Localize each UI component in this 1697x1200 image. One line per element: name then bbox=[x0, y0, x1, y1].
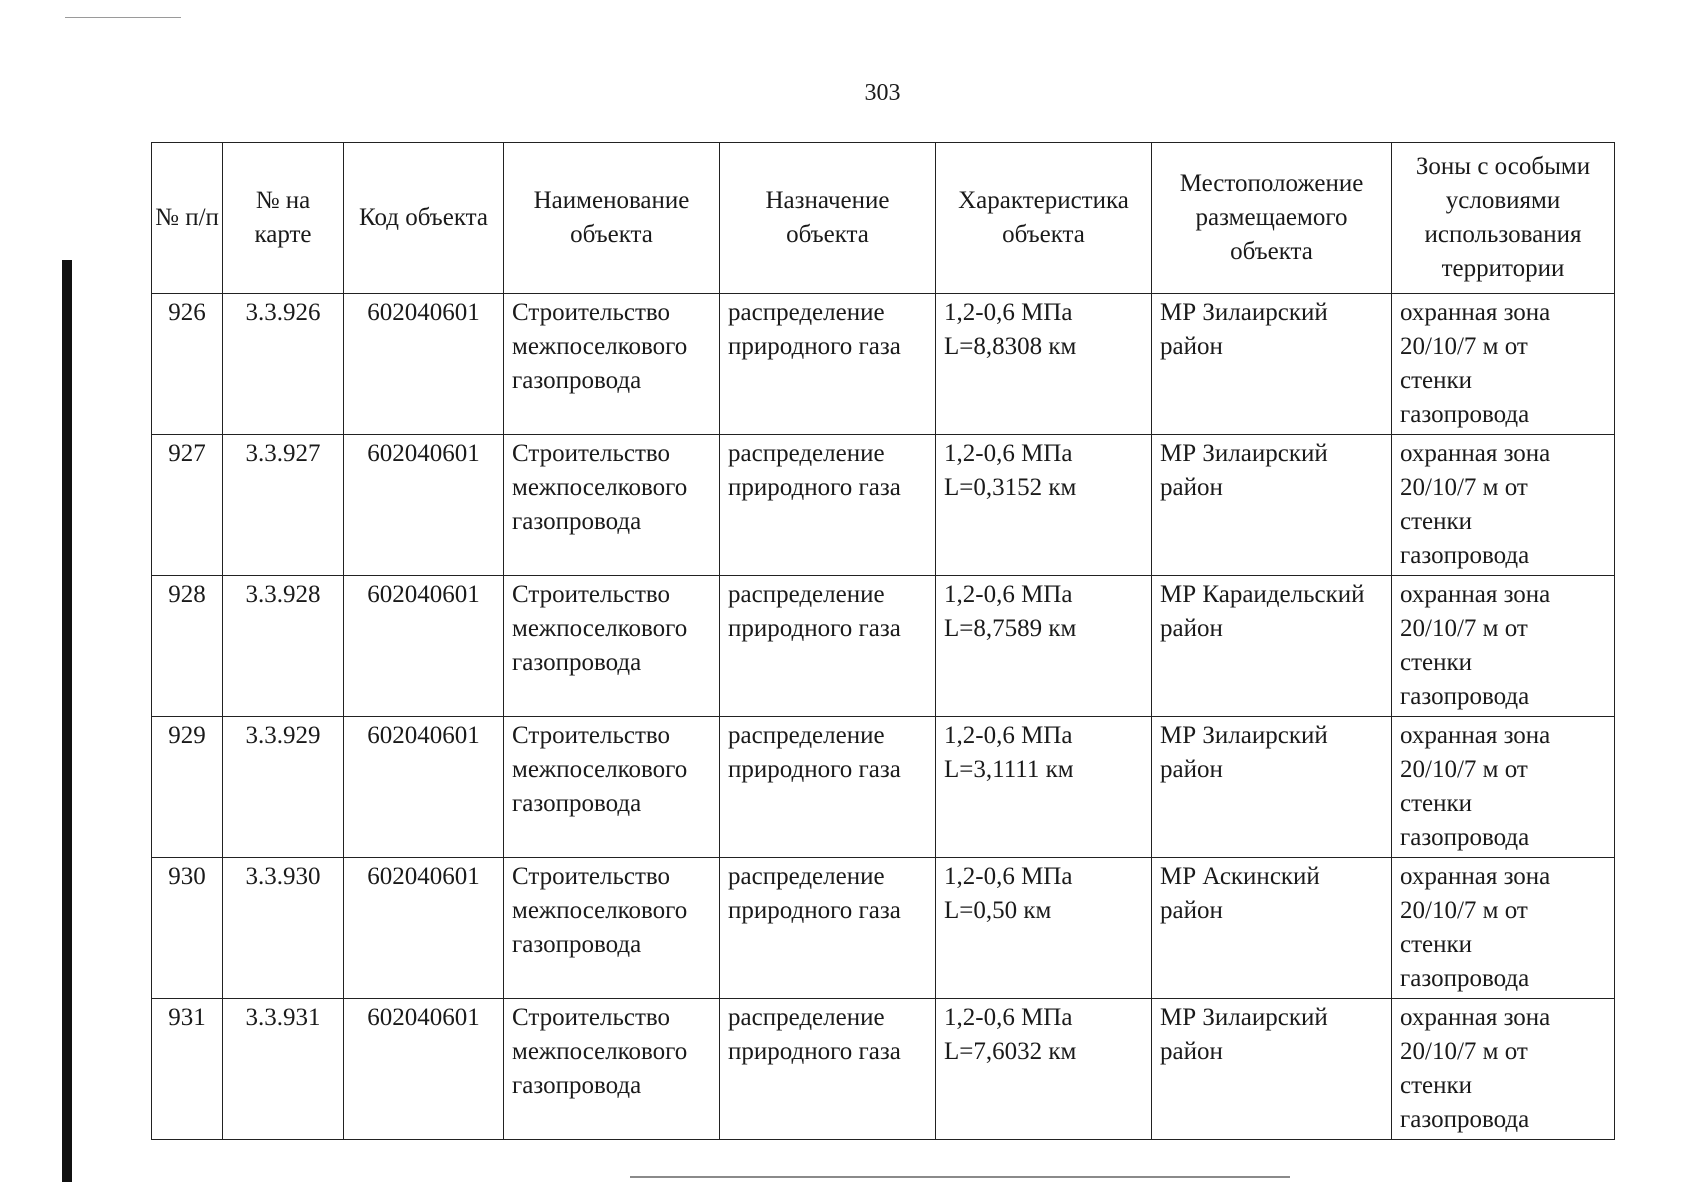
cell-object-purpose bbox=[720, 294, 936, 435]
cell-object-code bbox=[344, 435, 504, 576]
cell-object-code-code: 602040601 bbox=[367, 722, 480, 749]
cell-object-name-name: Строительство межпоселкового газопровода bbox=[512, 863, 688, 958]
cell-object-characteristic-char-pressure: 1,2-0,6 МПа bbox=[944, 722, 1073, 749]
cell-object-location bbox=[1152, 999, 1392, 1140]
header-object-name: Наименование объекта bbox=[504, 143, 720, 294]
cell-num-num: 930 bbox=[168, 863, 206, 890]
cell-num bbox=[152, 717, 223, 858]
cell-num bbox=[152, 999, 223, 1140]
cell-object-characteristic-char-length: L=7,6032 км bbox=[944, 1038, 1077, 1065]
cell-object-name-name: Строительство межпоселкового газопровода bbox=[512, 1004, 688, 1099]
header-map-number: № на карте bbox=[223, 143, 344, 294]
cell-object-location-location: МР Аскинский район bbox=[1160, 863, 1320, 924]
cell-object-characteristic-char-pressure: 1,2-0,6 МПа bbox=[944, 1004, 1073, 1031]
cell-object-characteristic-char-pressure: 1,2-0,6 МПа bbox=[944, 299, 1073, 326]
header-object-purpose: Назначение объекта bbox=[720, 143, 936, 294]
cell-object-characteristic bbox=[936, 294, 1152, 435]
cell-object-code bbox=[344, 576, 504, 717]
cell-map-number-map: 3.3.928 bbox=[245, 581, 321, 608]
cell-object-location-location: МР Зилаирский район bbox=[1160, 299, 1328, 360]
cell-object-characteristic bbox=[936, 435, 1152, 576]
cell-special-zone bbox=[1392, 576, 1615, 717]
cell-num-num: 931 bbox=[168, 1004, 206, 1031]
cell-object-characteristic bbox=[936, 717, 1152, 858]
cell-map-number bbox=[223, 999, 344, 1140]
cell-object-characteristic-char-pressure: 1,2-0,6 МПа bbox=[944, 863, 1073, 890]
cell-object-purpose-purpose: распределение природного газа bbox=[728, 299, 901, 360]
cell-object-name-name: Строительство межпоселкового газопровода bbox=[512, 581, 688, 676]
cell-object-name bbox=[504, 294, 720, 435]
cell-special-zone-zone: охранная зона 20/10/7 м от стенки газопровода bbox=[1400, 440, 1551, 569]
table-header bbox=[152, 143, 1615, 294]
cell-object-purpose-purpose: распределение природного газа bbox=[728, 440, 901, 501]
cell-special-zone bbox=[1392, 717, 1615, 858]
cell-object-code bbox=[344, 294, 504, 435]
cell-object-name bbox=[504, 717, 720, 858]
cell-object-code-code: 602040601 bbox=[367, 863, 480, 890]
cell-object-code bbox=[344, 717, 504, 858]
cell-map-number-map: 3.3.930 bbox=[245, 863, 321, 890]
cell-object-characteristic-char-pressure: 1,2-0,6 МПа bbox=[944, 581, 1073, 608]
cell-special-zone bbox=[1392, 858, 1615, 999]
cell-object-purpose-purpose: распределение природного газа bbox=[728, 722, 901, 783]
cell-object-name bbox=[504, 999, 720, 1140]
cell-object-purpose bbox=[720, 999, 936, 1140]
cell-object-code-code: 602040601 bbox=[367, 1004, 480, 1031]
cell-object-purpose bbox=[720, 435, 936, 576]
cell-special-zone bbox=[1392, 435, 1615, 576]
cell-object-code-code: 602040601 bbox=[367, 299, 480, 326]
cell-map-number-map: 3.3.929 bbox=[245, 722, 321, 749]
header-special-zones: Зоны с особыми условиями использования территории bbox=[1392, 143, 1615, 294]
cell-object-purpose bbox=[720, 717, 936, 858]
cell-special-zone bbox=[1392, 999, 1615, 1140]
cell-object-purpose bbox=[720, 858, 936, 999]
cell-num-num: 926 bbox=[168, 299, 206, 326]
cell-object-characteristic-char-length: L=8,7589 км bbox=[944, 615, 1077, 642]
table-row bbox=[152, 717, 1615, 858]
cell-object-characteristic bbox=[936, 858, 1152, 999]
table-row bbox=[152, 858, 1615, 999]
table-row bbox=[152, 435, 1615, 576]
cell-object-location bbox=[1152, 294, 1392, 435]
cell-object-name bbox=[504, 435, 720, 576]
scan-artifact-bottom-line bbox=[630, 1176, 1290, 1178]
cell-object-location-location: МР Зилаирский район bbox=[1160, 440, 1328, 501]
cell-object-location bbox=[1152, 717, 1392, 858]
cell-special-zone-zone: охранная зона 20/10/7 м от стенки газопровода bbox=[1400, 581, 1551, 710]
header-row bbox=[152, 143, 1615, 294]
cell-num-num: 928 bbox=[168, 581, 206, 608]
table-row bbox=[152, 576, 1615, 717]
cell-object-location bbox=[1152, 435, 1392, 576]
scan-artifact-top-line bbox=[65, 17, 181, 18]
cell-object-location-location: МР Зилаирский район bbox=[1160, 1004, 1328, 1065]
page-number: 303 bbox=[864, 80, 901, 106]
cell-map-number bbox=[223, 717, 344, 858]
cell-map-number-map: 3.3.926 bbox=[245, 299, 321, 326]
cell-object-characteristic bbox=[936, 576, 1152, 717]
cell-object-purpose bbox=[720, 576, 936, 717]
objects-table bbox=[151, 142, 1615, 1140]
cell-object-code bbox=[344, 999, 504, 1140]
cell-object-characteristic-char-pressure: 1,2-0,6 МПа bbox=[944, 440, 1073, 467]
cell-num bbox=[152, 576, 223, 717]
cell-object-location bbox=[1152, 858, 1392, 999]
cell-object-characteristic-char-length: L=3,1111 км bbox=[944, 756, 1074, 783]
cell-special-zone-zone: охранная зона 20/10/7 м от стенки газопровода bbox=[1400, 1004, 1551, 1133]
cell-num-num: 929 bbox=[168, 722, 206, 749]
cell-map-number bbox=[223, 435, 344, 576]
cell-object-location-location: МР Караидельский район bbox=[1160, 581, 1365, 642]
cell-map-number-map: 3.3.927 bbox=[245, 440, 321, 467]
cell-special-zone-zone: охранная зона 20/10/7 м от стенки газопровода bbox=[1400, 863, 1551, 992]
cell-object-purpose-purpose: распределение природного газа bbox=[728, 863, 901, 924]
cell-map-number bbox=[223, 576, 344, 717]
cell-object-location bbox=[1152, 576, 1392, 717]
cell-object-purpose-purpose: распределение природного газа bbox=[728, 581, 901, 642]
cell-num bbox=[152, 294, 223, 435]
header-object-code: Код объекта bbox=[344, 143, 504, 294]
cell-num bbox=[152, 858, 223, 999]
header-object-characteristic: Характеристика объекта bbox=[936, 143, 1152, 294]
cell-object-code-code: 602040601 bbox=[367, 440, 480, 467]
cell-object-characteristic bbox=[936, 999, 1152, 1140]
header-num: № п/п bbox=[152, 143, 223, 294]
scan-artifact-left-edge bbox=[62, 260, 72, 1182]
table-row bbox=[152, 294, 1615, 435]
cell-num bbox=[152, 435, 223, 576]
header-object-location: Местоположение размещаемого объекта bbox=[1152, 143, 1392, 294]
cell-special-zone-zone: охранная зона 20/10/7 м от стенки газопровода bbox=[1400, 299, 1551, 428]
cell-object-characteristic-char-length: L=0,50 км bbox=[944, 897, 1052, 924]
cell-object-code-code: 602040601 bbox=[367, 581, 480, 608]
cell-object-name bbox=[504, 576, 720, 717]
cell-object-purpose-purpose: распределение природного газа bbox=[728, 1004, 901, 1065]
table-body bbox=[152, 294, 1615, 1140]
cell-object-characteristic-char-length: L=0,3152 км bbox=[944, 474, 1077, 501]
cell-special-zone-zone: охранная зона 20/10/7 м от стенки газопровода bbox=[1400, 722, 1551, 851]
cell-object-name-name: Строительство межпоселкового газопровода bbox=[512, 299, 688, 394]
cell-object-location-location: МР Зилаирский район bbox=[1160, 722, 1328, 783]
cell-map-number bbox=[223, 858, 344, 999]
cell-num-num: 927 bbox=[168, 440, 206, 467]
table-row bbox=[152, 999, 1615, 1140]
cell-object-name bbox=[504, 858, 720, 999]
cell-special-zone bbox=[1392, 294, 1615, 435]
cell-map-number bbox=[223, 294, 344, 435]
cell-object-name-name: Строительство межпоселкового газопровода bbox=[512, 722, 688, 817]
cell-object-code bbox=[344, 858, 504, 999]
cell-object-name-name: Строительство межпоселкового газопровода bbox=[512, 440, 688, 535]
cell-object-characteristic-char-length: L=8,8308 км bbox=[944, 333, 1077, 360]
cell-map-number-map: 3.3.931 bbox=[245, 1004, 321, 1031]
